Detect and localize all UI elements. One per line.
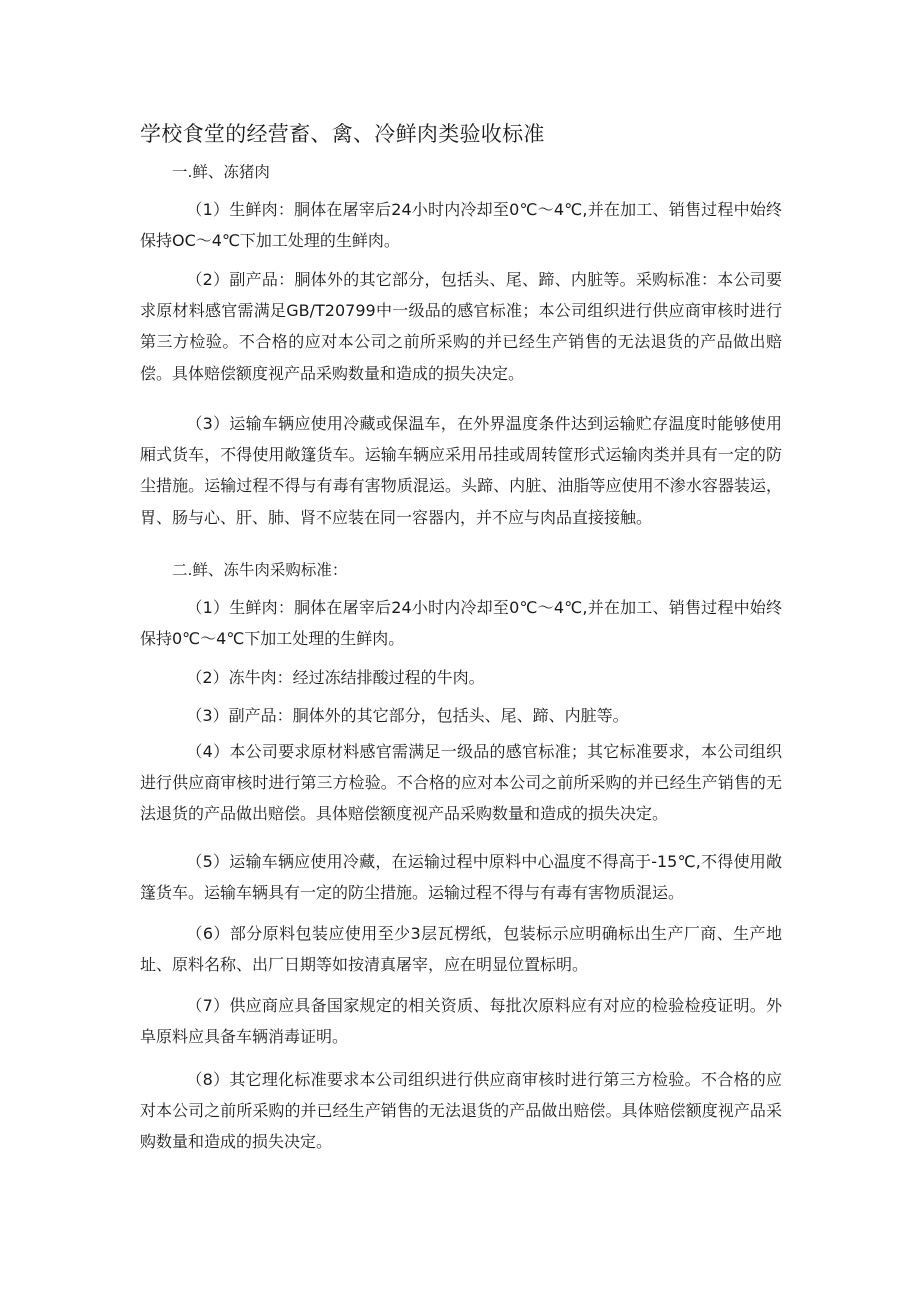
beef-paragraph-8: （8）其它理化标准要求本公司组织进行供应商审核时进行第三方检验。不合格的应对本公司之前所采购的并已经生产销售的无法退货的产品做出赔偿。具体赔偿额度视产品采购数量和造成的损失决定。 [140, 1070, 782, 1152]
beef-paragraph-1: （1）生鲜肉：胴体在屠宰后24小时内冷却至0℃～4℃,并在加工、销售过程中始终保持0℃～4℃下加工处理的生鲜肉。 [140, 598, 782, 649]
beef-paragraph-4: （4）本公司要求原材料感官需满足一级品的感官标准；其它标准要求，本公司组织进行供应商审核时进行第三方检验。不合格的应对本公司之前所采购的并已经生产销售的无法退货的产品做出赔偿。具体赔偿额度视产品采购数量和造成的损失决定。 [140, 742, 782, 824]
pork-paragraph-2: （2）副产品：胴体外的其它部分，包括头、尾、蹄、内脏等。采购标准：本公司要求原材料感官需满足GB/T20799中一级品的感官标准；本公司组织进行供应商审核时进行第三方检验。不合格的应对本公司之前所采购的并已经生产销售的无法退货的产品做出赔偿。具体赔偿额度视产品采购数量和造成的损失决定。 [140, 270, 782, 383]
pork-paragraph-1: （1）生鲜肉：胴体在屠宰后24小时内冷却至0℃～4℃,并在加工、销售过程中始终保持OC～4℃下加工处理的生鲜肉。 [140, 200, 782, 251]
pork-paragraph-3: （3）运输车辆应使用冷藏或保温车，在外界温度条件达到运输贮存温度时能够使用厢式货车，不得使用敞篷货车。运输车辆应采用吊挂或周转筐形式运输肉类并具有一定的防尘措施。运输过程不得与有毒有害物质混运。头蹄、内脏、油脂等应使用不渗水容器装运，胃、肠与心、肝、肺、肾不应装在同一容器内，并不应与肉品直接接触。 [140, 414, 782, 527]
section-heading-beef: 二.鲜、冻牛肉采购标准： [172, 561, 348, 579]
beef-paragraph-7: （7）供应商应具备国家规定的相关资质、每批次原料应有对应的检验检疫证明。外阜原料应具备车辆消毒证明。 [140, 996, 782, 1047]
beef-paragraph-2: （2）冻牛肉：经过冻结排酸过程的牛肉。 [186, 668, 485, 687]
beef-paragraph-5: （5）运输车辆应使用冷藏，在运输过程中原料中心温度不得高于-15℃,不得使用敞篷货车。运输车辆具有一定的防尘措施。运输过程不得与有毒有害物质混运。 [140, 852, 782, 903]
beef-paragraph-6: （6）部分原料包装应使用至少3层瓦楞纸，包装标示应明确标出生产厂商、生产地址、原料名称、出厂日期等如按清真屠宰，应在明显位置标明。 [140, 924, 782, 975]
section-heading-pork: 一.鲜、冻猪肉 [172, 163, 270, 181]
beef-paragraph-3: （3）副产品：胴体外的其它部分，包括头、尾、蹄、内脏等。 [186, 706, 629, 725]
document-title: 学校食堂的经营畜、禽、冷鲜肉类验收标准 [140, 122, 545, 146]
